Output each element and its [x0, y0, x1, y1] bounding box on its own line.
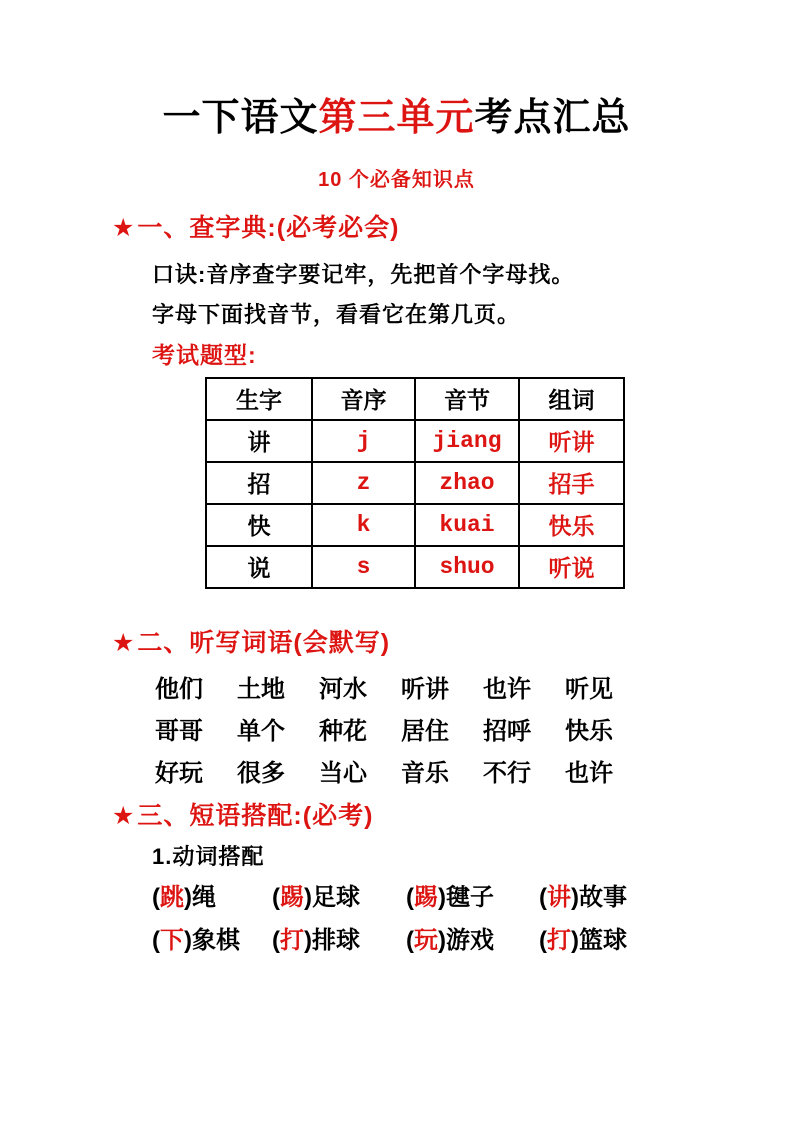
section1-heading — [112, 214, 793, 243]
phrase-item — [152, 884, 272, 913]
phrase-verb: 讲 — [547, 883, 571, 911]
word-item: 听见 — [565, 675, 613, 703]
phrase-item — [272, 927, 406, 956]
mnemonic-line-1: 口诀:音序查字要记牢，先把首个字母找。 — [152, 261, 575, 287]
pinyin-table-body — [206, 420, 624, 588]
phrase-object: 篮球 — [579, 927, 627, 955]
phrase-item — [272, 884, 406, 913]
word-item: 他们 — [155, 675, 203, 703]
phrase-object: 象棋 — [192, 927, 240, 955]
word-item: 招呼 — [483, 717, 531, 745]
star-icon: ★ — [112, 213, 136, 242]
word-item: 土地 — [237, 675, 285, 703]
phrase-paren-open: ( — [406, 883, 414, 911]
dictation-word-grid — [155, 676, 793, 788]
phrase-object: 排球 — [312, 927, 360, 955]
section3-heading-text: 三、短语搭配:(必考) — [137, 802, 374, 831]
section2-heading-text: 二、听写词语(会默写) — [137, 628, 391, 657]
phrase-paren-close: ) — [184, 883, 192, 911]
phrase-paren-open: ( — [152, 883, 160, 911]
table-row — [206, 546, 624, 588]
page-title — [0, 0, 793, 141]
word-item: 哥哥 — [155, 717, 203, 745]
word-item: 听讲 — [401, 675, 449, 703]
phrase-verb: 踢 — [280, 883, 304, 911]
phrase-paren-close: ) — [571, 927, 579, 955]
phrase-item — [406, 927, 539, 956]
cell-syllable: shuo — [415, 546, 519, 588]
word-item: 音乐 — [401, 760, 449, 788]
cell-word: 听讲 — [519, 420, 624, 462]
cell-word: 听说 — [519, 546, 624, 588]
cell-initial: s — [312, 546, 415, 588]
phrase-verb: 玩 — [414, 927, 438, 955]
phrase-verb: 打 — [547, 927, 571, 955]
phrase-item — [539, 884, 793, 913]
title-unit-highlight: 第三单元 — [318, 97, 475, 139]
section2-heading — [112, 629, 793, 658]
pinyin-table-head — [206, 378, 624, 420]
phrase-paren-close: ) — [438, 927, 446, 955]
exam-type-label: 考试题型: — [152, 342, 257, 369]
phrase-paren-open: ( — [272, 927, 280, 955]
word-item: 很多 — [237, 760, 285, 788]
phrase-verb: 跳 — [160, 883, 184, 911]
cell-character: 快 — [206, 504, 312, 546]
verb-match-label: 1.动词搭配 — [152, 844, 265, 870]
phrase-object: 游戏 — [446, 927, 494, 955]
table-row — [206, 420, 624, 462]
star-icon: ★ — [112, 802, 136, 831]
word-item: 也许 — [565, 760, 613, 788]
phrase-object: 毽子 — [446, 883, 494, 911]
phrase-paren-close: ) — [304, 883, 312, 911]
table-header-row — [206, 378, 624, 420]
phrase-verb: 踢 — [414, 883, 438, 911]
table-row — [206, 504, 624, 546]
pinyin-lookup-table — [205, 377, 625, 589]
word-item: 快乐 — [565, 717, 613, 745]
table-header-cell: 生字 — [206, 378, 312, 420]
phrase-verb: 打 — [280, 927, 304, 955]
phrase-item — [406, 884, 539, 913]
phrase-item — [539, 927, 793, 956]
subtitle: 10 个必备知识点 — [318, 168, 475, 191]
section1-heading-text: 一、查字典:(必考必会) — [137, 213, 400, 242]
phrase-object: 足球 — [312, 883, 360, 911]
star-icon: ★ — [112, 628, 136, 657]
phrase-paren-open: ( — [272, 883, 280, 911]
mnemonic-line-2: 字母下面找音节，看看它在第几页。 — [152, 302, 521, 328]
phrase-verb: 下 — [160, 927, 184, 955]
cell-syllable: zhao — [415, 462, 519, 504]
word-item: 不行 — [483, 760, 531, 788]
phrase-object: 故事 — [579, 883, 627, 911]
word-item: 居住 — [401, 717, 449, 745]
table-header-cell: 组词 — [519, 378, 624, 420]
cell-word: 快乐 — [519, 504, 624, 546]
cell-syllable: jiang — [415, 420, 519, 462]
cell-word: 招手 — [519, 462, 624, 504]
phrase-paren-close: ) — [184, 927, 192, 955]
table-row — [206, 462, 624, 504]
phrase-object: 绳 — [192, 883, 216, 911]
phrase-paren-close: ) — [438, 883, 446, 911]
table-header-cell: 音序 — [312, 378, 415, 420]
cell-initial: j — [312, 420, 415, 462]
word-item: 当心 — [319, 760, 367, 788]
cell-syllable: kuai — [415, 504, 519, 546]
title-prefix: 一下语文 — [162, 97, 319, 139]
phrase-paren-open: ( — [539, 927, 547, 955]
verb-phrase-grid — [152, 884, 793, 957]
cell-character: 讲 — [206, 420, 312, 462]
cell-initial: k — [312, 504, 415, 546]
word-item: 河水 — [319, 675, 367, 703]
phrase-paren-close: ) — [304, 927, 312, 955]
cell-initial: z — [312, 462, 415, 504]
phrase-paren-open: ( — [539, 883, 547, 911]
word-item: 单个 — [237, 717, 285, 745]
cell-character: 说 — [206, 546, 312, 588]
phrase-paren-open: ( — [406, 927, 414, 955]
phrase-item — [152, 927, 272, 956]
cell-character: 招 — [206, 462, 312, 504]
word-item: 也许 — [483, 675, 531, 703]
word-item: 好玩 — [155, 760, 203, 788]
title-suffix: 考点汇总 — [474, 97, 631, 139]
table-header-cell: 音节 — [415, 378, 519, 420]
section3-heading — [112, 802, 793, 831]
word-item: 种花 — [319, 717, 367, 745]
phrase-paren-open: ( — [152, 927, 160, 955]
phrase-paren-close: ) — [571, 883, 579, 911]
